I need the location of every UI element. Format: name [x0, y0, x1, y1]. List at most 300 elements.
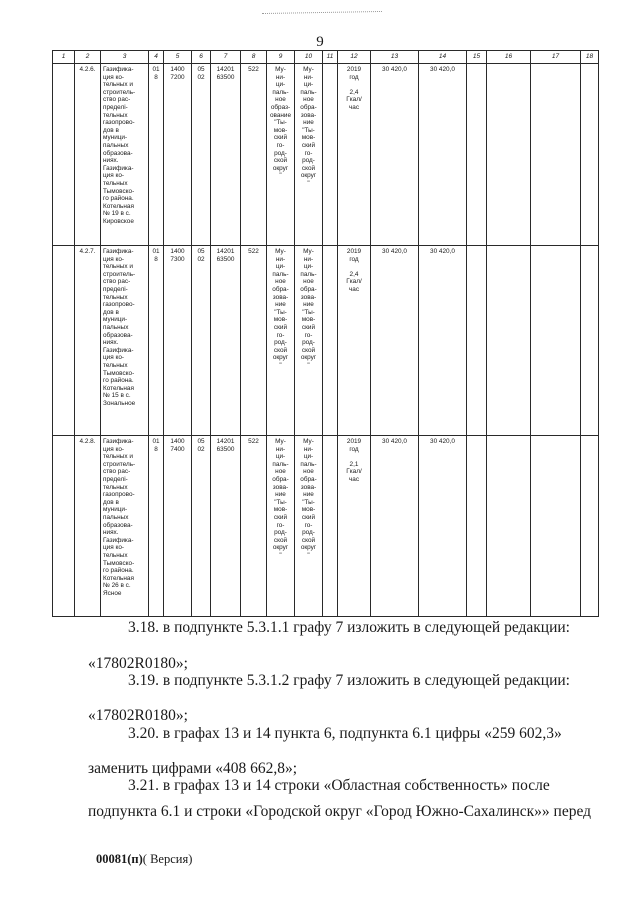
cell-empty: [53, 246, 75, 436]
cell-line: 01: [152, 438, 160, 445]
cell-line: тельных: [103, 483, 128, 491]
cell-line: час: [348, 103, 360, 111]
cell-line: ской: [301, 164, 316, 172]
cell-line: 05: [197, 248, 205, 255]
cell-line: го района.: [103, 377, 134, 385]
paragraph-3-21-line-2: подпункта 6.1 и строки «Городской округ «Город Южно-Сахалинск»» перед: [88, 803, 592, 820]
cell-line: 7200: [170, 73, 185, 81]
cell-line: ние: [275, 301, 286, 309]
cell-col10: [295, 436, 323, 617]
cell-empty: [531, 436, 581, 617]
cell-line: 2,1: [349, 460, 359, 468]
cell-empty: [53, 436, 75, 617]
cell-line: ской: [301, 536, 316, 544]
cell-col14: [419, 246, 467, 436]
cell-col4: [149, 246, 164, 436]
cell-line: ниях.: [103, 157, 119, 165]
cell-col12: [338, 64, 371, 246]
cell-line: № 15 в с.: [103, 392, 131, 400]
document-code: 00081(п): [96, 852, 143, 866]
column-number: 6: [192, 51, 211, 64]
cell-line: Му-: [275, 66, 286, 73]
cell-line: Гкал/: [346, 278, 362, 286]
cell-col14: [419, 436, 467, 617]
cell-col9: [267, 64, 295, 246]
cell-line: Му-: [303, 248, 314, 255]
cell-line: ской: [301, 346, 316, 354]
cell-line: "Ты-: [302, 126, 315, 134]
cell-line: ский: [273, 513, 288, 521]
cell-line: 30 420,0: [382, 438, 407, 445]
cell-line: 01: [152, 66, 160, 73]
cell-line: 02: [197, 73, 205, 81]
cell-line: газопрово-: [103, 119, 135, 127]
cell-col13: [371, 436, 419, 617]
cell-line: 2,4: [349, 270, 359, 278]
cell-line: 14201: [216, 66, 235, 73]
cell-line: ": [307, 551, 310, 559]
cell-line: пределі-: [103, 103, 128, 111]
cell-line: тельных: [103, 361, 128, 369]
cell-line: зова-: [272, 483, 289, 491]
cell-line: зова-: [300, 293, 317, 301]
cell-line: округ: [272, 164, 289, 172]
cell-line: род-: [274, 149, 287, 157]
cell-line: ни-: [303, 445, 314, 453]
column-number: 10: [295, 51, 323, 64]
cell-line: Му-: [275, 248, 286, 255]
cell-empty: [487, 64, 531, 246]
cell-line: 02: [197, 445, 205, 453]
cell-line: обра-: [300, 285, 317, 293]
cell-line: год: [349, 255, 359, 263]
cell-line: 8: [154, 73, 158, 81]
cell-line: пальных: [103, 141, 129, 149]
cell-line: род-: [302, 339, 315, 347]
cell-col4: [149, 436, 164, 617]
cell-line: ное: [303, 96, 314, 104]
cell-line: Тымовско-: [103, 369, 135, 377]
cell-line: 4.2.6.: [79, 66, 96, 73]
cell-line: 8: [154, 445, 158, 453]
cell-line: 2019: [346, 248, 362, 255]
cell-line: 63500: [216, 445, 235, 453]
paragraph-3-18-line-2: «17802R0180»;: [88, 655, 188, 672]
paragraph-3-20-line-2: заменить цифрами «408 662,8»;: [88, 760, 298, 777]
cell-line: год: [349, 445, 359, 453]
cell-line: паль-: [272, 270, 289, 278]
cell-line: Кировское: [103, 217, 134, 225]
cell-line: ский: [301, 513, 316, 521]
cell-description: [101, 436, 149, 617]
cell-empty: [581, 64, 599, 246]
cell-line: округ: [272, 354, 289, 362]
cell-line: 7400: [170, 445, 185, 453]
cell-line: пределі-: [103, 475, 128, 483]
cell-col7: [211, 246, 241, 436]
cell-line: дов в: [103, 308, 119, 316]
cell-line: "Ты-: [274, 119, 287, 127]
cell-col9: [267, 436, 295, 617]
cell-empty: [467, 246, 487, 436]
cell-line: Тымовско-: [103, 559, 135, 567]
cell-empty: [581, 436, 599, 617]
cell-col8: [241, 436, 267, 617]
cell-line: муници-: [103, 134, 128, 142]
cell-line: мов-: [273, 506, 288, 514]
cell-line: дов в: [103, 126, 119, 134]
cell-line: 8: [154, 255, 158, 263]
cell-line: зова-: [300, 111, 317, 119]
column-number: 7: [211, 51, 241, 64]
cell-line: 1400: [170, 248, 185, 255]
cell-col9: [267, 246, 295, 436]
cell-line: ской: [273, 346, 288, 354]
column-number: 12: [338, 51, 371, 64]
cell-line: ской: [273, 157, 288, 165]
cell-line: дов в: [103, 498, 119, 506]
cell-col4: [149, 64, 164, 246]
cell-line: ниях.: [103, 529, 119, 537]
cell-line: 4.2.7.: [79, 248, 96, 255]
cell-line: 05: [197, 438, 205, 445]
cell-line: паль-: [300, 88, 317, 96]
cell-line: Котельная: [103, 574, 134, 582]
cell-line: ция ко-: [103, 255, 125, 263]
cell-line: ное: [303, 278, 314, 286]
cell-line: строитель-: [103, 88, 136, 96]
cell-line: 522: [248, 438, 259, 445]
cell-line: род-: [274, 529, 287, 537]
cell-line: час: [348, 475, 360, 483]
cell-line: паль-: [300, 460, 317, 468]
cell-empty: [467, 64, 487, 246]
cell-line: тельных: [103, 111, 128, 119]
cell-line: род-: [302, 157, 315, 165]
cell-line: 1400: [170, 438, 185, 445]
column-number: 9: [267, 51, 295, 64]
cell-line: "Ты-: [274, 498, 287, 506]
cell-empty: [323, 64, 338, 246]
cell-line: Газифика-: [103, 438, 134, 445]
cell-line: образова-: [103, 331, 133, 339]
column-number: 13: [371, 51, 419, 64]
cell-line: ное: [303, 468, 314, 476]
cell-line: Гкал/: [346, 96, 362, 104]
cell-line: Котельная: [103, 384, 134, 392]
cell-line: ция ко-: [103, 73, 125, 81]
cell-empty: [531, 64, 581, 246]
cell-line: [338, 453, 370, 461]
cell-line: Гкал/: [346, 468, 362, 476]
cell-line: го-: [304, 331, 313, 339]
cell-line: го-: [304, 149, 313, 157]
cell-line: ция ко-: [103, 172, 125, 180]
cell-col6: [192, 436, 211, 617]
cell-line: ни-: [275, 73, 286, 81]
cell-line: 4.2.8.: [79, 438, 96, 445]
cell-line: газопрово-: [103, 491, 135, 499]
table-row: [53, 64, 599, 246]
cell-line: 02: [197, 255, 205, 263]
column-number: 17: [531, 51, 581, 64]
cell-line: паль-: [272, 88, 289, 96]
cell-line: 30 420,0: [382, 248, 407, 255]
cell-line: образова-: [103, 521, 133, 529]
document-footer: [96, 852, 192, 867]
budget-table: [52, 50, 599, 617]
cell-line: "Ты-: [274, 308, 287, 316]
cell-line: ци-: [275, 81, 286, 89]
column-number: 2: [75, 51, 101, 64]
cell-line: обра-: [272, 475, 289, 483]
cell-line: [338, 263, 370, 271]
cell-line: Му-: [275, 438, 286, 445]
cell-line: ни-: [303, 255, 314, 263]
cell-line: ное: [275, 278, 286, 286]
cell-col13: [371, 246, 419, 436]
cell-line: 63500: [216, 73, 235, 81]
cell-line: ние: [303, 119, 314, 127]
cell-line: ниях.: [103, 339, 119, 347]
cell-line: го-: [276, 331, 285, 339]
column-number: 5: [164, 51, 192, 64]
cell-line: ция ко-: [103, 544, 125, 552]
column-number: 15: [467, 51, 487, 64]
cell-line: муници-: [103, 316, 128, 324]
cell-line: ция ко-: [103, 445, 125, 453]
cell-line: "Ты-: [302, 498, 315, 506]
cell-line: пальных: [103, 323, 129, 331]
cell-col12: [338, 436, 371, 617]
cell-description: [101, 246, 149, 436]
cell-line: 05: [197, 66, 205, 73]
cell-line: ция ко-: [103, 354, 125, 362]
cell-line: газопрово-: [103, 301, 135, 309]
cell-empty: [323, 436, 338, 617]
column-number: 3: [101, 51, 149, 64]
cell-code: [75, 436, 101, 617]
cell-line: округ: [272, 544, 289, 552]
cell-line: Котельная: [103, 202, 134, 210]
cell-line: Газифика-: [103, 164, 134, 172]
cell-line: род-: [274, 339, 287, 347]
cell-line: го-: [276, 521, 285, 529]
cell-line: 2019: [346, 66, 362, 73]
cell-line: го-: [304, 521, 313, 529]
cell-col5: [164, 64, 192, 246]
cell-col5: [164, 436, 192, 617]
cell-line: Ясное: [103, 589, 122, 597]
cell-line: ство рас-: [103, 278, 131, 286]
cell-line: го-: [276, 141, 285, 149]
cell-line: тельных: [103, 551, 128, 559]
column-number: 8: [241, 51, 267, 64]
cell-line: 1400: [170, 66, 185, 73]
paragraph-3-19-line-1: 3.19. в подпункте 5.3.1.2 графу 7 изложить в следующей редакции:: [128, 672, 570, 689]
cell-col7: [211, 64, 241, 246]
cell-line: ни-: [303, 73, 314, 81]
cell-line: 63500: [216, 255, 235, 263]
cell-line: ние: [303, 491, 314, 499]
cell-line: тельных: [103, 293, 128, 301]
column-number: 18: [581, 51, 599, 64]
paragraph-3-20-line-1: 3.20. в графах 13 и 14 пункта 6, подпункта 6.1 цифры «259 602,3»: [128, 725, 562, 742]
cell-line: ци-: [275, 453, 286, 461]
column-number: 4: [149, 51, 164, 64]
cell-line: № 19 в с.: [103, 210, 131, 218]
page-number: 9: [316, 34, 324, 50]
cell-line: ци-: [303, 453, 314, 461]
cell-empty: [487, 246, 531, 436]
cell-line: ци-: [303, 263, 314, 271]
cell-line: округ: [300, 544, 317, 552]
cell-line: № 26 в с.: [103, 582, 131, 590]
cell-line: мов-: [301, 134, 316, 142]
cell-col6: [192, 246, 211, 436]
cell-code: [75, 64, 101, 246]
cell-line: ": [279, 172, 282, 180]
cell-line: ской: [273, 536, 288, 544]
cell-line: Газифика-: [103, 248, 134, 255]
column-number: 11: [323, 51, 338, 64]
scan-artifact: [262, 11, 382, 18]
cell-line: го района.: [103, 567, 134, 575]
cell-line: Му-: [303, 66, 314, 73]
cell-line: муници-: [103, 506, 128, 514]
cell-line: ский: [273, 323, 288, 331]
cell-line: Газифика-: [103, 66, 134, 73]
cell-empty: [323, 246, 338, 436]
cell-line: мов-: [273, 316, 288, 324]
cell-line: 30 420,0: [430, 438, 455, 445]
cell-line: ": [307, 179, 310, 187]
cell-line: обра-: [300, 475, 317, 483]
cell-line: тельных и: [103, 263, 133, 271]
cell-code: [75, 246, 101, 436]
cell-line: мов-: [301, 316, 316, 324]
column-number: 16: [487, 51, 531, 64]
cell-line: род-: [302, 529, 315, 537]
cell-line: 30 420,0: [430, 248, 455, 255]
cell-col7: [211, 436, 241, 617]
cell-line: Тымовско-: [103, 187, 135, 195]
cell-line: ци-: [303, 81, 314, 89]
cell-line: ни-: [275, 445, 286, 453]
cell-line: 30 420,0: [382, 66, 407, 73]
cell-col13: [371, 64, 419, 246]
cell-line: "Ты-: [302, 308, 315, 316]
cell-line: 01: [152, 248, 160, 255]
cell-col10: [295, 64, 323, 246]
cell-empty: [53, 64, 75, 246]
column-number: 14: [419, 51, 467, 64]
cell-line: [338, 81, 370, 89]
cell-line: ство рас-: [103, 468, 131, 476]
cell-line: мов-: [273, 126, 288, 134]
column-number-row: [53, 51, 599, 64]
cell-line: строитель-: [103, 270, 136, 278]
cell-line: зова-: [272, 293, 289, 301]
cell-line: ": [279, 361, 282, 369]
cell-line: Му-: [303, 438, 314, 445]
table-row: [53, 436, 599, 617]
cell-empty: [487, 436, 531, 617]
paragraph-3-21-line-1: 3.21. в графах 13 и 14 строки «Областная собственность» после: [128, 777, 550, 794]
cell-line: тельных и: [103, 453, 133, 461]
cell-empty: [581, 246, 599, 436]
cell-line: Зональное: [103, 399, 136, 407]
paragraph-3-19-line-2: «17802R0180»;: [88, 707, 188, 724]
cell-line: зова-: [300, 483, 317, 491]
cell-line: пределі-: [103, 285, 128, 293]
cell-line: год: [349, 73, 359, 81]
table-row: [53, 246, 599, 436]
cell-line: ци-: [275, 263, 286, 271]
paragraph-3-18-line-1: 3.18. в подпункте 5.3.1.1 графу 7 изложить в следующей редакции:: [128, 619, 570, 636]
cell-line: ние: [303, 301, 314, 309]
cell-line: 522: [248, 66, 259, 73]
cell-line: 2,4: [349, 88, 359, 96]
cell-line: ский: [301, 141, 316, 149]
cell-col8: [241, 246, 267, 436]
cell-col12: [338, 246, 371, 436]
cell-line: 7300: [170, 255, 185, 263]
cell-line: ование: [269, 111, 292, 119]
cell-line: образова-: [103, 149, 133, 157]
cell-line: паль-: [272, 460, 289, 468]
document-version: ( Версия): [142, 852, 193, 866]
cell-col6: [192, 64, 211, 246]
cell-line: обра-: [272, 285, 289, 293]
cell-col8: [241, 64, 267, 246]
cell-col10: [295, 246, 323, 436]
cell-line: обра-: [300, 103, 317, 111]
cell-line: округ: [300, 354, 317, 362]
cell-line: тельных: [103, 179, 128, 187]
cell-line: ский: [301, 323, 316, 331]
cell-line: Газифика-: [103, 536, 134, 544]
cell-line: образ-: [270, 103, 291, 111]
cell-line: ство рас-: [103, 96, 131, 104]
cell-col5: [164, 246, 192, 436]
cell-description: [101, 64, 149, 246]
cell-line: строитель-: [103, 460, 136, 468]
cell-line: ский: [273, 134, 288, 142]
cell-col14: [419, 64, 467, 246]
column-number: 1: [53, 51, 75, 64]
cell-line: паль-: [300, 270, 317, 278]
cell-line: ": [279, 551, 282, 559]
cell-line: мов-: [301, 506, 316, 514]
cell-line: 30 420,0: [430, 66, 455, 73]
cell-line: го района.: [103, 195, 134, 203]
cell-line: ни-: [275, 255, 286, 263]
cell-line: 2019: [346, 438, 362, 445]
cell-line: тельных и: [103, 81, 133, 89]
cell-line: округ: [300, 172, 317, 180]
cell-line: ние: [275, 491, 286, 499]
cell-line: час: [348, 285, 360, 293]
cell-line: ное: [275, 96, 286, 104]
cell-line: пальных: [103, 513, 129, 521]
cell-line: 14201: [216, 438, 235, 445]
cell-line: ное: [275, 468, 286, 476]
cell-empty: [467, 436, 487, 617]
cell-line: 14201: [216, 248, 235, 255]
cell-empty: [531, 246, 581, 436]
cell-line: ": [307, 361, 310, 369]
